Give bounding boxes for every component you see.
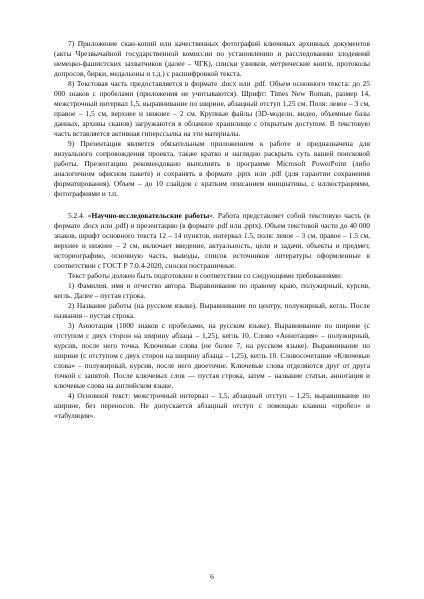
section-5-2-4 — [54, 211, 370, 421]
section-number: 5.2.4. « — [68, 211, 92, 220]
requirements-intro: Текст работы должен быть подготовлен в соответствии со следующими требованиями: — [68, 271, 343, 280]
application-list-continued — [54, 39, 370, 199]
requirement-4: 4) Основной текст: межстрочный интервал – 1,5, абзацный отступ – 1,25, выравнивание по ширине, без переносов. Не допускается абзацный отступ с помощью клавиш «пробел» и «табуляция». — [54, 391, 370, 420]
paragraph-item-7: 7) Приложение скан-копий или качественных фотографий ключевых архивных документов (акты Чрезвычайной государственной комиссии по установлению и расследованию злодеяний немецко-фашистских захватчиков (далее – ЧГК), списки узников, метрические книги, протоколы допросов, бирки, медальоны и т.д.) с расшифровкой текста. — [54, 39, 370, 78]
page-number: 6 — [210, 572, 214, 581]
requirement-2: 2) Название работы (на русском языке). Выравнивание по центру, полужирный, кегль. После названия – пустая строка. — [54, 301, 370, 320]
requirement-3: 3) Аннотация (1000 знаков с пробелами, на русском языке). Выравнивание по ширине (с отступом с двух сторон на ширину абзаца – 1,25), кегль 10. Слово «Аннотация» – полужирный, курсив, после него точка. Ключевые слова (не более 7, на русском языке). Выравнивание по ширине (с отступом с двух сторон на ширину абзаца – 1,25), кегль 10. Словосочетание «Ключевые слова» – полужирный, курсив, после него двоеточие. Ключевые слова отделяются друг от друга точкой с запятой. После ключевых слов — пустая строка, затем – название статьи, аннотация и ключевые слова на английском языке. — [54, 321, 370, 390]
paragraph-item-9: 9) Презентация является обязательным приложением к работе и предназначена для визуального сопровождения проекта, также кратко и наглядно раскрыть суть вашей поисковой работы. Презентацию рекомендовано выполнять в программе Microsoft PowerPoint (либо аналогичном офисном пакете) и сохранять в формате .pptx или .pdf (для гарантии сохранения форматирования). Объем – до 10 слайдов с кратким описанием инициативы, с иллюстрациями, фотографиями и т.п. — [54, 139, 370, 198]
section-description: ». Работа представляет собой текстовую часть (в формате .docx или .pdf) и презентацию (в формате .pdf или .pptx). Объем текстовой части до 40 000 знаков, шрифт основного текста 12 – 14 пунктов, интервал 1.5, поля: левое – 3 см, правое – 1.5 см, верхнее и нижнее – 2 см, включает введение, актуальность, цели и задачи, объекты и предмет, историографию, основную часть, выводы, список источников литературы оформленные в соответствии с ГОСТ Р 7.0.4-2020, сноски постраничные. — [54, 211, 371, 270]
section-heading-paragraph — [54, 211, 370, 271]
section-title: Научно-исследовательские работы — [91, 211, 210, 220]
requirement-1: 1) Фамилия, имя и отчество автора. Выравнивание по правому краю, полужирный, курсив, кегль. Далее – пустая строка. — [54, 281, 370, 300]
section-spacer — [54, 199, 370, 211]
paragraph-item-8: 8) Текстовая часть предоставляется в формате .docx или .pdf. Объем основного текста: до 25 000 знаков с пробелами (приложения не учитываются). Шрифт: Times New Roman, размер 14, межстрочный интервал 1,5, выравнивание по ширине, абзацный отступ 1,25 см. Поля: левое – 3 см, правое – 1,5 см, верхнее и нижнее – 2 см. Крупные файлы (3D-модели, видео, объемные базы данных, архивы сканов) загружаются в облачное хранилище с открытым доступом. В текстовую часть вставляется активная гиперссылка на эти материалы. — [54, 79, 370, 138]
